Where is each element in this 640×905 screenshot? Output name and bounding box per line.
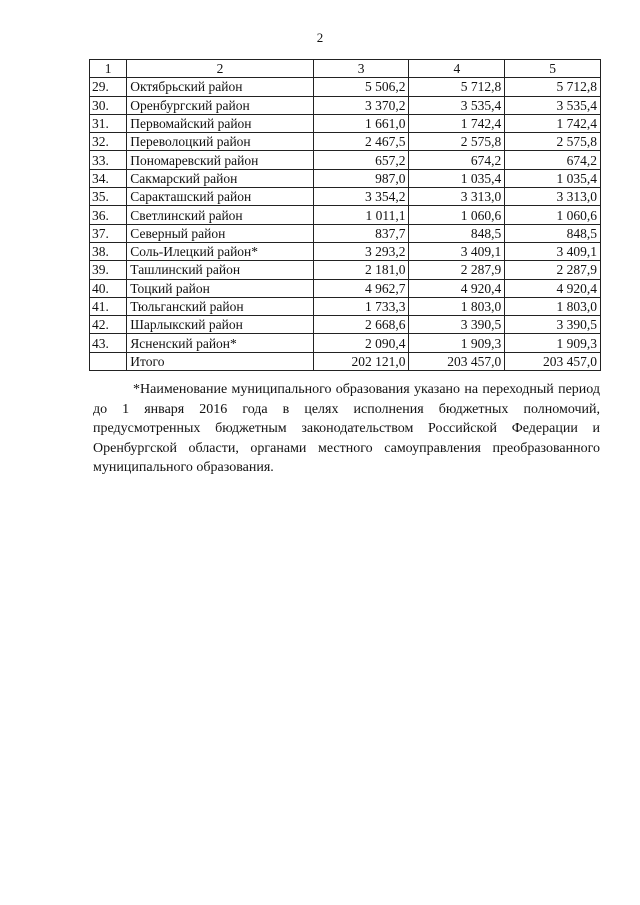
- district-name-cell: Сакмарский район: [127, 169, 313, 187]
- district-name-cell: Итого: [127, 352, 313, 370]
- value-col4-cell: 3 390,5: [409, 316, 505, 334]
- value-col5-cell: 1 909,3: [505, 334, 601, 352]
- value-col4-cell: 3 313,0: [409, 188, 505, 206]
- row-number-cell: 34.: [90, 169, 127, 187]
- value-col4-cell: 2 287,9: [409, 261, 505, 279]
- row-number-cell: [90, 352, 127, 370]
- district-name-cell: Шарлыкский район: [127, 316, 313, 334]
- table-row: [90, 242, 601, 260]
- district-name-cell: Оренбургский район: [127, 96, 313, 114]
- district-name-cell: Пономаревский район: [127, 151, 313, 169]
- district-name-cell: Светлинский район: [127, 206, 313, 224]
- row-number-cell: 43.: [90, 334, 127, 352]
- row-number-cell: 42.: [90, 316, 127, 334]
- value-col5-cell: 3 313,0: [505, 188, 601, 206]
- value-col3-cell: 3 354,2: [313, 188, 409, 206]
- row-number-cell: 41.: [90, 297, 127, 315]
- district-name-cell: Октябрьский район: [127, 78, 313, 96]
- table-row: [90, 334, 601, 352]
- table-row: [90, 279, 601, 297]
- district-name-cell: Тюльганский район: [127, 297, 313, 315]
- value-col5-cell: 5 712,8: [505, 78, 601, 96]
- value-col4-cell: 1 803,0: [409, 297, 505, 315]
- table-body: [90, 78, 601, 371]
- value-col3-cell: 1 733,3: [313, 297, 409, 315]
- district-name-cell: Соль-Илецкий район*: [127, 242, 313, 260]
- value-col4-cell: 5 712,8: [409, 78, 505, 96]
- value-col4-cell: 1 742,4: [409, 114, 505, 132]
- table-header-row: [90, 60, 601, 78]
- value-col4-cell: 3 535,4: [409, 96, 505, 114]
- value-col3-cell: 657,2: [313, 151, 409, 169]
- row-number-cell: 36.: [90, 206, 127, 224]
- value-col5-cell: 3 390,5: [505, 316, 601, 334]
- row-number-cell: 38.: [90, 242, 127, 260]
- row-number-cell: 37.: [90, 224, 127, 242]
- value-col5-cell: 1 742,4: [505, 114, 601, 132]
- footnote: [93, 380, 600, 478]
- district-name-cell: Ясненский район*: [127, 334, 313, 352]
- value-col5-cell: 674,2: [505, 151, 601, 169]
- value-col4-cell: 3 409,1: [409, 242, 505, 260]
- table-row: [90, 114, 601, 132]
- value-col5-cell: 2 287,9: [505, 261, 601, 279]
- table-row: [90, 261, 601, 279]
- value-col4-cell: 674,2: [409, 151, 505, 169]
- row-number-cell: 32.: [90, 133, 127, 151]
- value-col5-cell: 1 803,0: [505, 297, 601, 315]
- value-col5-cell: 3 535,4: [505, 96, 601, 114]
- row-number-cell: 33.: [90, 151, 127, 169]
- district-name-cell: Переволоцкий район: [127, 133, 313, 151]
- value-col3-cell: 1 011,1: [313, 206, 409, 224]
- value-col5-cell: 2 575,8: [505, 133, 601, 151]
- table-row: [90, 151, 601, 169]
- value-col3-cell: 3 293,2: [313, 242, 409, 260]
- row-number-cell: 40.: [90, 279, 127, 297]
- row-number-cell: 29.: [90, 78, 127, 96]
- row-number-cell: 30.: [90, 96, 127, 114]
- district-name-cell: Тоцкий район: [127, 279, 313, 297]
- value-col4-cell: 1 909,3: [409, 334, 505, 352]
- column-header: 5: [505, 60, 601, 78]
- page-number: 2: [316, 30, 324, 45]
- table-total-row: [90, 352, 601, 370]
- value-col3-cell: 1 661,0: [313, 114, 409, 132]
- value-col3-cell: 4 962,7: [313, 279, 409, 297]
- row-number-cell: 39.: [90, 261, 127, 279]
- table-row: [90, 206, 601, 224]
- table-row: [90, 188, 601, 206]
- budget-table: [89, 59, 601, 371]
- value-col4-cell: 1 035,4: [409, 169, 505, 187]
- district-name-cell: Первомайский район: [127, 114, 313, 132]
- table-row: [90, 224, 601, 242]
- table-row: [90, 316, 601, 334]
- district-name-cell: Ташлинский район: [127, 261, 313, 279]
- table-row: [90, 133, 601, 151]
- district-name-cell: Саракташский район: [127, 188, 313, 206]
- value-col4-cell: 2 575,8: [409, 133, 505, 151]
- district-name-cell: Северный район: [127, 224, 313, 242]
- value-col3-cell: 837,7: [313, 224, 409, 242]
- value-col4-cell: 848,5: [409, 224, 505, 242]
- column-header: 2: [127, 60, 313, 78]
- table-row: [90, 169, 601, 187]
- value-col5-cell: 203 457,0: [505, 352, 601, 370]
- value-col3-cell: 2 090,4: [313, 334, 409, 352]
- value-col4-cell: 203 457,0: [409, 352, 505, 370]
- value-col3-cell: 3 370,2: [313, 96, 409, 114]
- column-header: 1: [90, 60, 127, 78]
- value-col3-cell: 2 181,0: [313, 261, 409, 279]
- value-col5-cell: 848,5: [505, 224, 601, 242]
- value-col3-cell: 2 467,5: [313, 133, 409, 151]
- column-header: 4: [409, 60, 505, 78]
- footnote-text: *Наименование муниципального образования указано на переходный период до 1 января 2016 года в целях исполнения бюджетных полномочий, предусмотренных бюджетным законодательством Российской Федерации и Оренбургской области, органами местного самоуправления преобразованного муниципального образования.: [93, 382, 600, 475]
- value-col5-cell: 3 409,1: [505, 242, 601, 260]
- value-col5-cell: 1 060,6: [505, 206, 601, 224]
- value-col5-cell: 1 035,4: [505, 169, 601, 187]
- value-col3-cell: 202 121,0: [313, 352, 409, 370]
- table-row: [90, 78, 601, 96]
- table-row: [90, 96, 601, 114]
- row-number-cell: 31.: [90, 114, 127, 132]
- value-col4-cell: 1 060,6: [409, 206, 505, 224]
- value-col3-cell: 2 668,6: [313, 316, 409, 334]
- row-number-cell: 35.: [90, 188, 127, 206]
- value-col3-cell: 5 506,2: [313, 78, 409, 96]
- table-row: [90, 297, 601, 315]
- column-header: 3: [313, 60, 409, 78]
- value-col3-cell: 987,0: [313, 169, 409, 187]
- value-col5-cell: 4 920,4: [505, 279, 601, 297]
- value-col4-cell: 4 920,4: [409, 279, 505, 297]
